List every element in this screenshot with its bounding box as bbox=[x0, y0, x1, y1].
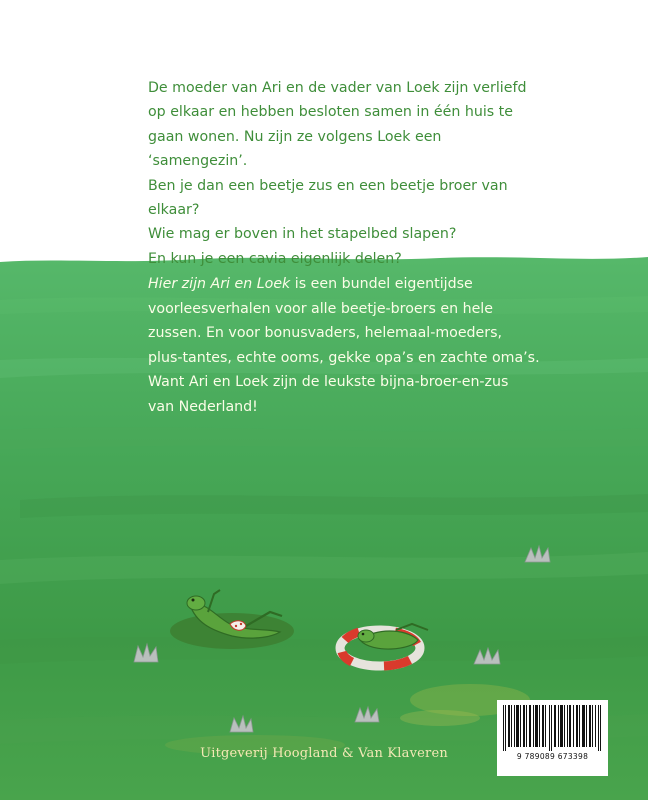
intro-line: gaan wonen. Nu zijn ze volgens Loek een ‘samengezin’. bbox=[148, 128, 442, 170]
description-line: zussen. En voor bonusvaders, helemaal-moeders, bbox=[148, 325, 503, 342]
barcode-bars bbox=[503, 705, 602, 751]
isbn-number: 9 789089 673398 bbox=[516, 752, 589, 761]
intro-line: elkaar? bbox=[148, 202, 200, 219]
frog-on-swim-ring bbox=[340, 624, 428, 666]
intro-line: De moeder van Ari en de vader van Loek zijn verliefd bbox=[148, 80, 527, 96]
intro-line: op elkaar en hebben besloten samen in één huis te bbox=[148, 104, 513, 121]
intro-line: Ben je dan een beetje zus en een beetje broer van bbox=[148, 177, 508, 194]
book-title: Hier zijn Ari en Loek bbox=[148, 276, 291, 292]
description-line: van Nederland! bbox=[148, 398, 258, 415]
isbn-barcode bbox=[497, 700, 608, 776]
intro-line: En kun je een cavia eigenlijk delen? bbox=[148, 250, 402, 267]
description-line: plus-tantes, echte ooms, gekke opa’s en zachte oma’s. bbox=[148, 349, 540, 366]
publisher-name: Uitgeverij Hoogland & Van Klaveren bbox=[200, 746, 448, 761]
description-line: Want Ari en Loek zijn de leukste bijna-broer-en-zus bbox=[148, 374, 509, 391]
description-line: voorleesverhalen voor alle beetje-broers en hele bbox=[148, 300, 493, 317]
intro-line: Wie mag er boven in het stapelbed slapen? bbox=[148, 226, 457, 243]
description-line-rest: is een bundel eigentijdse bbox=[290, 276, 473, 292]
